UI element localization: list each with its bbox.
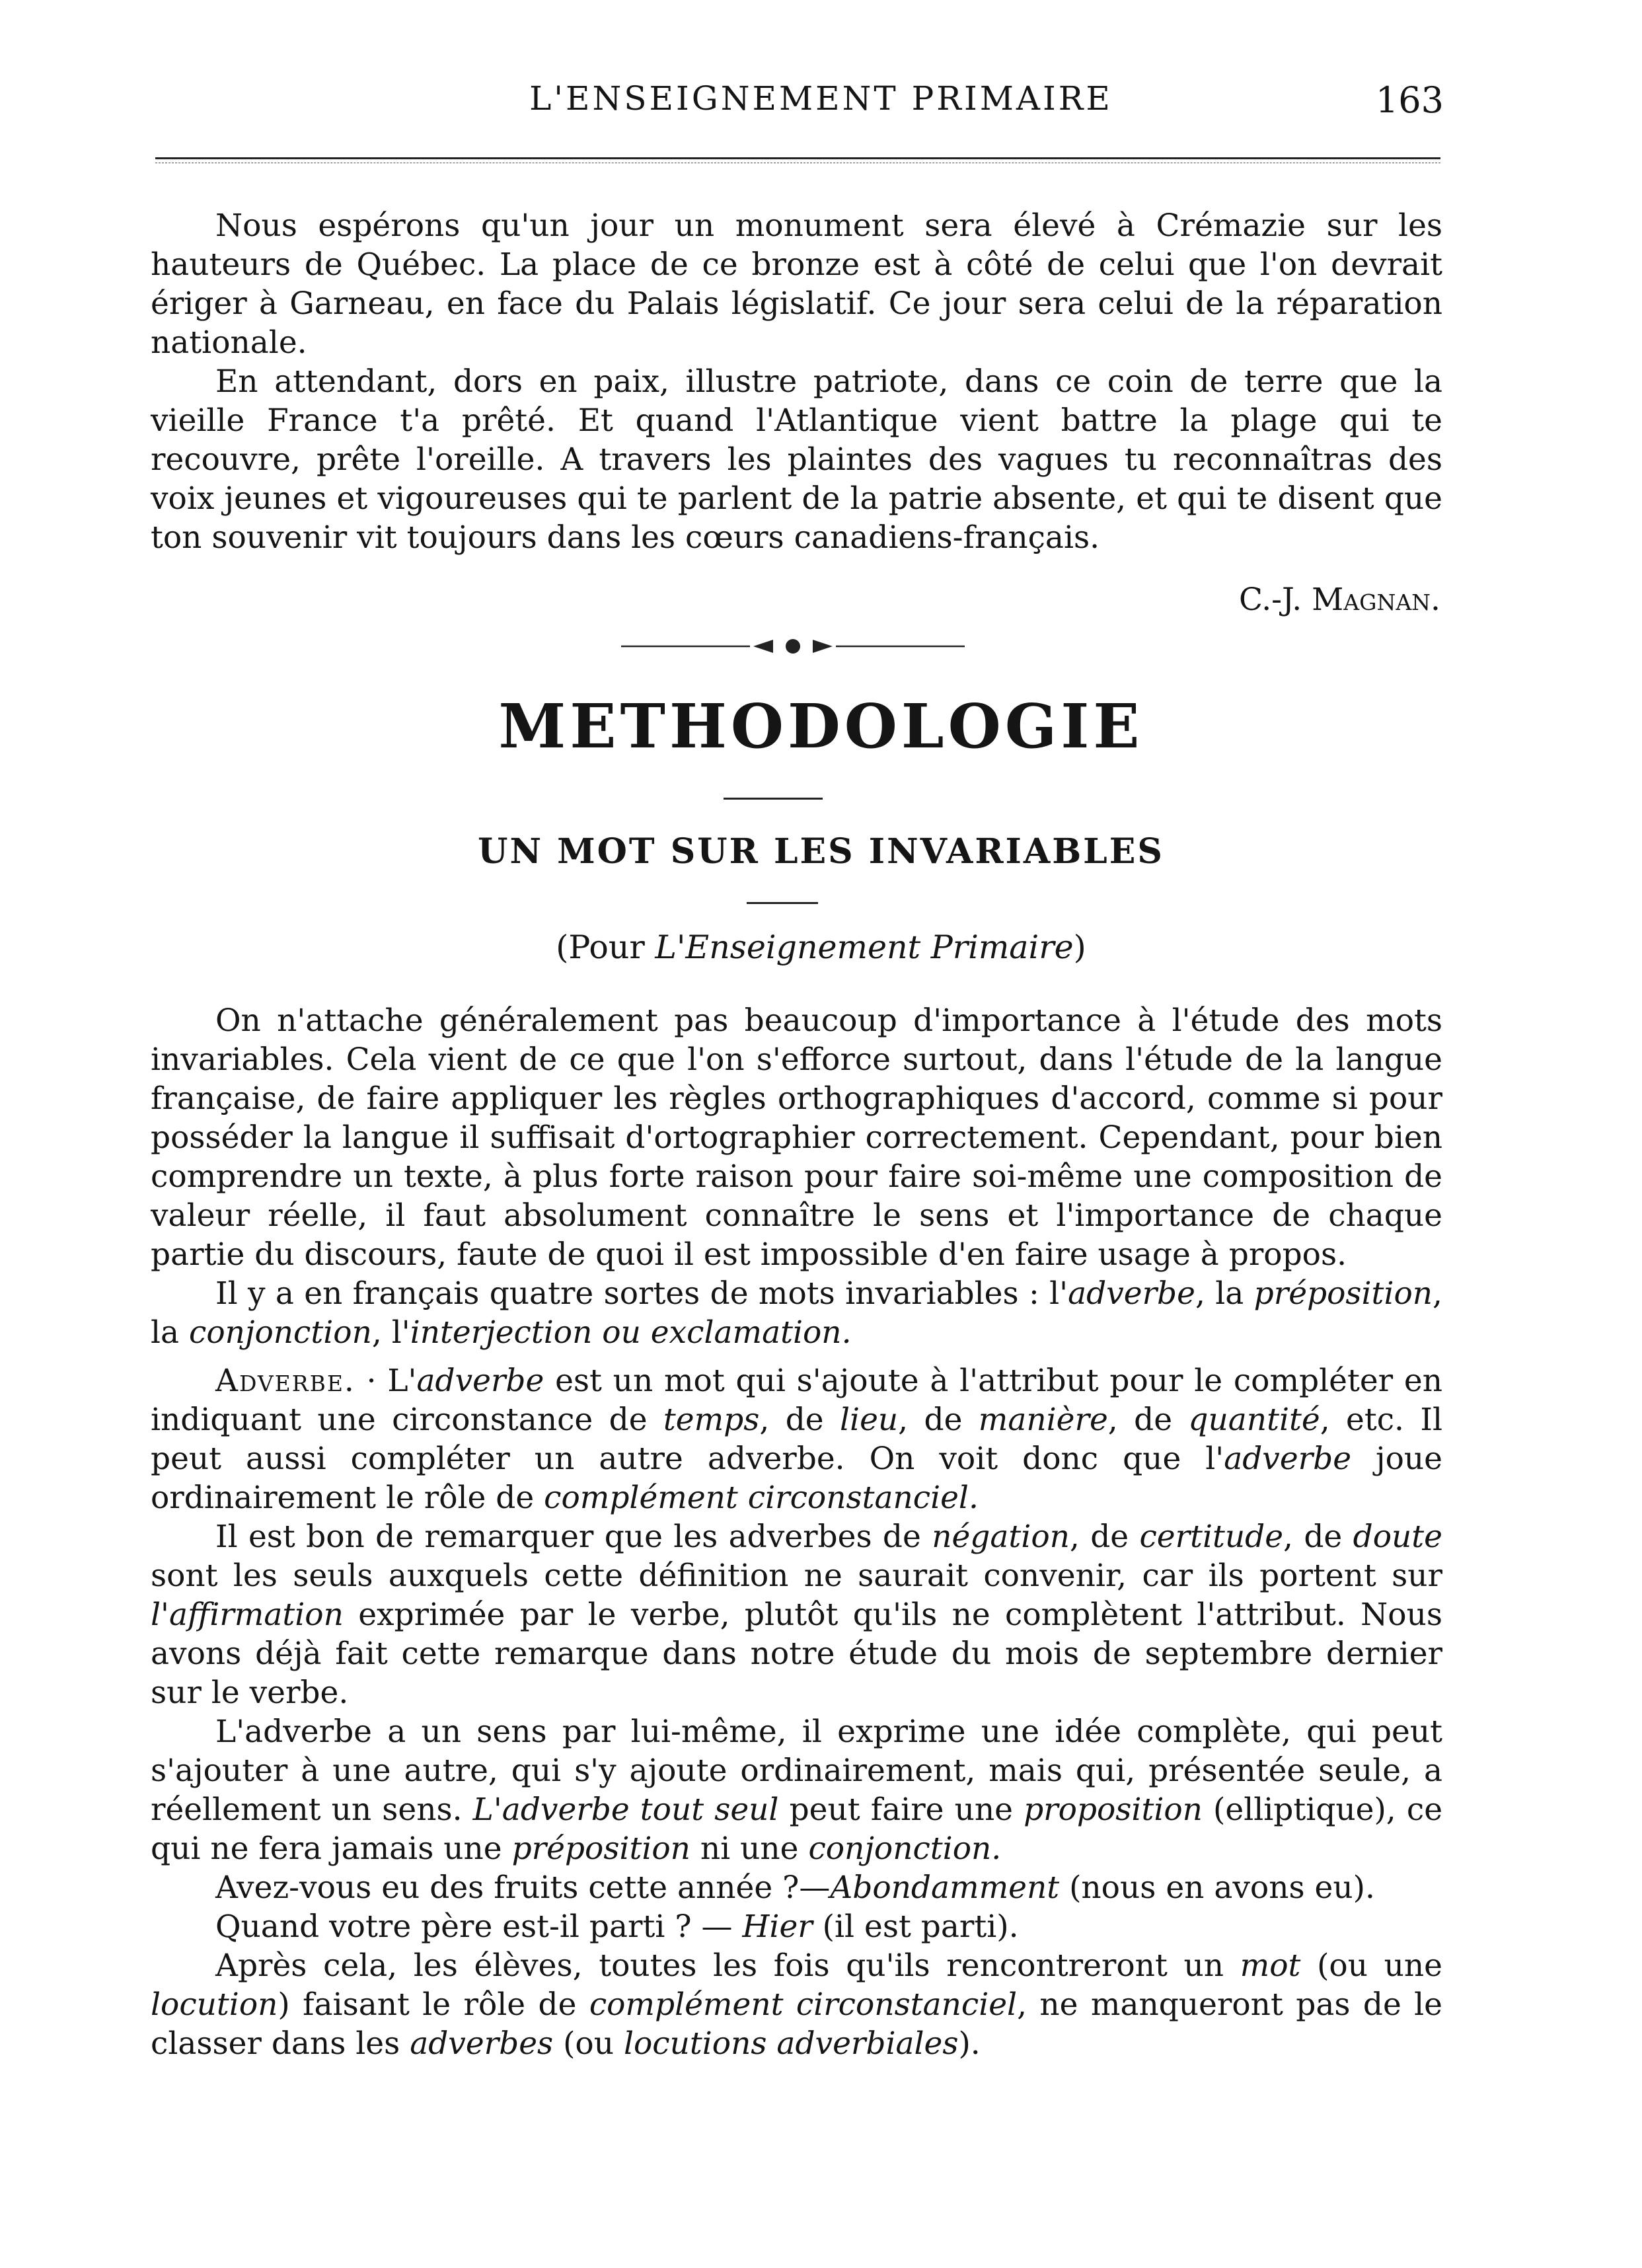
example-2	[151, 1907, 1442, 1946]
signature-surname: Magnan.	[1312, 582, 1440, 618]
emphasis: lieu	[840, 1402, 899, 1438]
page-number: 163	[1375, 79, 1444, 121]
text-run: peut faire une	[778, 1792, 1024, 1828]
source-publication: L'Enseignement Primaire	[655, 928, 1074, 966]
text-run: Il y a en français quatre sortes de mots invariables : l'	[215, 1275, 1068, 1312]
section-ornament	[621, 633, 965, 660]
emphasis: Hier	[742, 1909, 813, 1945]
text-run: Quand votre père est-il parti ? —	[215, 1909, 743, 1945]
text-run: Avez-vous eu des fruits cette année ?—	[215, 1870, 831, 1906]
signature	[1239, 582, 1440, 618]
emphasis: Abondamment	[830, 1870, 1060, 1906]
section-subtitle: UN MOT SUR LES INVARIABLES	[478, 831, 1164, 872]
intro-paragraph-2: En attendant, dors en paix, illustre patriote, dans ce coin de terre que la vieille France t'a prêté. Et quand l'Atlantique vient battre la plage qui te recouvre, prête l'oreille. A travers les plaintes des vagues tu reconnaîtras des voix jeunes et vigoureuses qui te parlent de la patrie absente, et qui te disent que ton souvenir vit toujours dans les cœurs canadiens-français.	[151, 363, 1442, 556]
emphasis: interjection ou exclamation.	[410, 1314, 852, 1351]
text-run: (nous en avons eu).	[1059, 1870, 1375, 1906]
emphasis: complément circonstanciel	[589, 1986, 1018, 2023]
source-close: )	[1073, 928, 1086, 966]
text-run: , etc. Il peut aussi compléter un autre adverbe. On voit donc que l'	[151, 1402, 1442, 1477]
running-head	[0, 73, 1642, 132]
emphasis: manière	[978, 1402, 1108, 1438]
text-run: (elliptique), ce qui ne fera jamais une	[151, 1792, 1443, 1867]
emphasis: conjonction	[189, 1314, 372, 1351]
text-run: sont les seuls auxquels cette définition ne saurait convenir, car ils portent sur	[151, 1558, 1442, 1594]
intro-paragraph-1: Nous espérons qu'un jour un monument sera élevé à Crémazie sur les hauteurs de Québec. La place de ce bronze est à côté de celui que l'on devrait ériger à Garneau, en face du Palais législatif. Ce jour sera celui de la réparation nationale.	[151, 208, 1442, 361]
text-run: , de	[1107, 1402, 1189, 1438]
emphasis: locutions adverbiales	[623, 2025, 959, 2062]
adverbe-paragraph	[151, 1361, 1442, 1517]
text-run: · L'	[355, 1363, 417, 1399]
emphasis: quantité	[1188, 1402, 1320, 1438]
body-paragraph-8	[151, 1946, 1442, 2063]
intro-text	[151, 206, 1442, 557]
text-run: , la	[151, 1275, 1442, 1351]
text-run: (ou une	[1300, 1947, 1442, 1984]
emphasis: adverbe	[1068, 1275, 1195, 1312]
emphasis: mot	[1240, 1947, 1301, 1984]
emphasis: locution	[151, 1986, 278, 2023]
header-rule	[155, 157, 1440, 163]
text-run: L'adverbe a un sens par lui-même, il exprime une idée complète, qui peut s'ajouter à une autre, qui s'y ajoute ordinairement, mais qui, présentée seule, a réellement un sens.	[151, 1714, 1442, 1828]
source-open: (Pour	[556, 928, 655, 966]
text-run: (il est parti).	[812, 1909, 1019, 1945]
emphasis: conjonction.	[808, 1831, 1002, 1867]
text-run: , de	[759, 1402, 840, 1438]
section-title: METHODOLOGIE	[498, 691, 1144, 762]
emphasis: préposition	[1253, 1275, 1433, 1312]
emphasis: L'adverbe tout seul	[472, 1792, 779, 1828]
text-run: Après cela, les élèves, toutes les fois qu'ils rencontreront un	[215, 1947, 1240, 1984]
body-text	[151, 1001, 1442, 2063]
source-line	[0, 928, 1642, 966]
text-run: , de	[898, 1402, 979, 1438]
text-run: Il est bon de remarquer que les adverbes de	[215, 1519, 932, 1555]
text-run: exprimée par le verbe, plutôt qu'ils ne complètent l'attribut. Nous avons déjà fait cette remarque dans notre étude du mois de septembre dernier sur le verbe.	[151, 1597, 1442, 1711]
text-run: , la	[1195, 1275, 1254, 1312]
title-rule	[724, 798, 823, 800]
emphasis: adverbes	[410, 2025, 554, 2062]
emphasis: préposition	[511, 1831, 690, 1867]
signature-initials: C.-J.	[1238, 582, 1302, 618]
text-run: est un mot qui s'ajoute à l'attribut pour le compléter en indiquant une circonstance de	[151, 1363, 1443, 1438]
text-run: , l'	[371, 1314, 410, 1351]
body-paragraph-4	[151, 1517, 1442, 1712]
example-1	[151, 1868, 1442, 1907]
text-run: ) faisant le rôle de	[278, 1986, 589, 2023]
body-paragraph-5	[151, 1712, 1442, 1868]
emphasis: négation	[932, 1519, 1070, 1555]
emphasis: adverbe	[1224, 1441, 1352, 1477]
text-run: , de	[1283, 1519, 1353, 1555]
emphasis: proposition	[1024, 1792, 1203, 1828]
running-title: L'ENSEIGNEMENT PRIMAIRE	[529, 79, 1113, 118]
subtitle-rule	[747, 902, 818, 904]
emphasis: adverbe	[416, 1363, 544, 1399]
emphasis: temps	[663, 1402, 760, 1438]
text-run: , ne manqueront pas de le classer dans les	[151, 1986, 1442, 2062]
text-run: (ou	[553, 2025, 624, 2062]
body-paragraph-1: On n'attache généralement pas beaucoup d'importance à l'étude des mots invariables. Cela vient de ce que l'on s'efforce surtout, dans l'étude de la langue française, de faire appliquer les règles orthographiques d'accord, comme si pour posséder la langue il suffisait d'ortographier correctement. Cependant, pour bien comprendre un texte, à plus forte raison pour faire soi-même une composition de valeur réelle, il faut absolument connaître le sens et l'importance de chaque partie du discours, faute de quoi il est impossible d'en faire usage à propos.	[151, 1002, 1442, 1273]
text-run: , de	[1069, 1519, 1140, 1555]
emphasis: complément circonstanciel.	[544, 1480, 979, 1516]
text-run: joue ordinairement le rôle de	[151, 1441, 1442, 1516]
emphasis: doute	[1353, 1519, 1442, 1555]
text-run: ni une	[690, 1831, 809, 1867]
text-run: ).	[958, 2025, 981, 2062]
emphasis: l'affirmation	[151, 1597, 344, 1633]
adverbe-heading: Adverbe.	[215, 1363, 355, 1399]
body-paragraph-2	[151, 1274, 1442, 1352]
emphasis: certitude	[1139, 1519, 1284, 1555]
